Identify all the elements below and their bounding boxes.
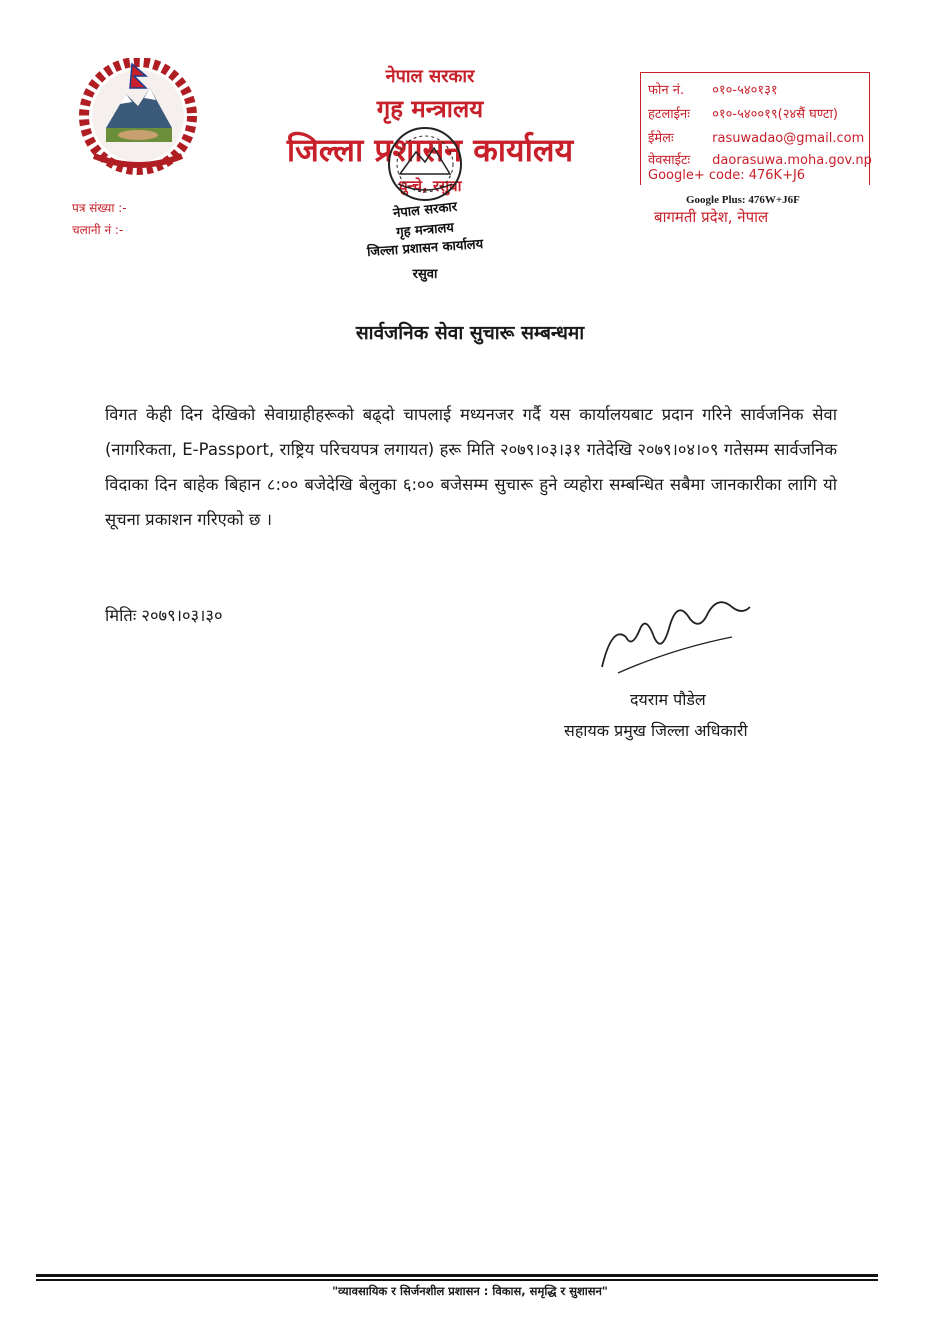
footer-divider — [36, 1274, 878, 1277]
letter-body: विगत केही दिन देखिको सेवाग्राहीहरूको बढ्दो चापलाई मध्यनजर गर्दै यस कार्यालयबाट प्रदान गरिने सार्वजनिक सेवा (नागरिकता, E-Passport, राष्ट्रिय परिचयपत्र लगायत) हरू मिति २०७९।०३।३१ गतेदेखि २०७९।०४।०९ गतेसम्म सार्वजनिक विदाका दिन बाहेक बिहान ८:०० बजेदेखि बेलुका ६:०० बजेसम्म सुचारू हुने व्यहोरा सम्बन्धित सबैमा जानकारीका लागि यो सूचना प्रकाशन गरिएको छ । — [105, 405, 837, 529]
contact-hotline — [648, 104, 838, 122]
header-ministry: गृह मन्त्रालय — [376, 95, 484, 123]
contact-phone — [648, 80, 778, 98]
signer-name: दयराम पौडेल — [630, 690, 706, 709]
contact-google-code: Google+ code: 476K+J6 — [648, 168, 806, 183]
signer-title: सहायक प्रमुख जिल्ला अधिकारी — [564, 721, 748, 740]
stamp-office: जिल्ला प्रशासन कार्यालय — [366, 236, 484, 261]
hotline-label: हटलाईनः — [648, 107, 690, 122]
stamp-district: रसुवा — [412, 267, 438, 282]
header-office: जिल्ला प्रशासन कार्यालय — [286, 131, 574, 169]
ref-dispatch-label: चलानी नं :- — [72, 223, 124, 237]
contact-email — [648, 128, 864, 146]
nepal-coat-of-arms-icon — [76, 58, 200, 176]
website-value: daorasuwa.moha.gov.np — [712, 153, 872, 168]
signature-icon — [582, 585, 758, 685]
website-label: वेवसाईटः — [648, 153, 691, 168]
header-government: नेपाल सरकार — [385, 66, 475, 87]
email-label: ईमेलः — [648, 131, 674, 146]
phone-label: फोन नं. — [648, 83, 685, 98]
contact-google-plus: Google Plus: 476W+J6F — [686, 194, 800, 206]
contact-website — [648, 150, 872, 168]
ref-letter-label: पत्र संख्या :- — [72, 201, 127, 215]
footer-divider-thin — [36, 1279, 878, 1281]
letter-date: मितिः २०७९।०३।३० — [105, 606, 223, 625]
province: बागमती प्रदेश, नेपाल — [654, 208, 769, 226]
stamp-government: नेपाल सरकार — [392, 199, 458, 222]
header-district: धुन्चे, रसुवा — [398, 177, 462, 195]
email-value: rasuwadao@gmail.com — [712, 131, 865, 146]
phone-value: ०१०-५४०१३१ — [712, 83, 778, 98]
stamp-ministry: गृह मन्त्रालय — [395, 220, 455, 241]
hotline-value: ०१०-५४००१९(२४सैं घण्टा) — [712, 107, 838, 122]
letter-subject: सार्वजनिक सेवा सुचारू सम्बन्धमा — [355, 322, 585, 344]
footer-slogan: "व्यावसायिक र सिर्जनशील प्रशासन : विकास, समृद्धि र सुशासन" — [332, 1284, 608, 1298]
